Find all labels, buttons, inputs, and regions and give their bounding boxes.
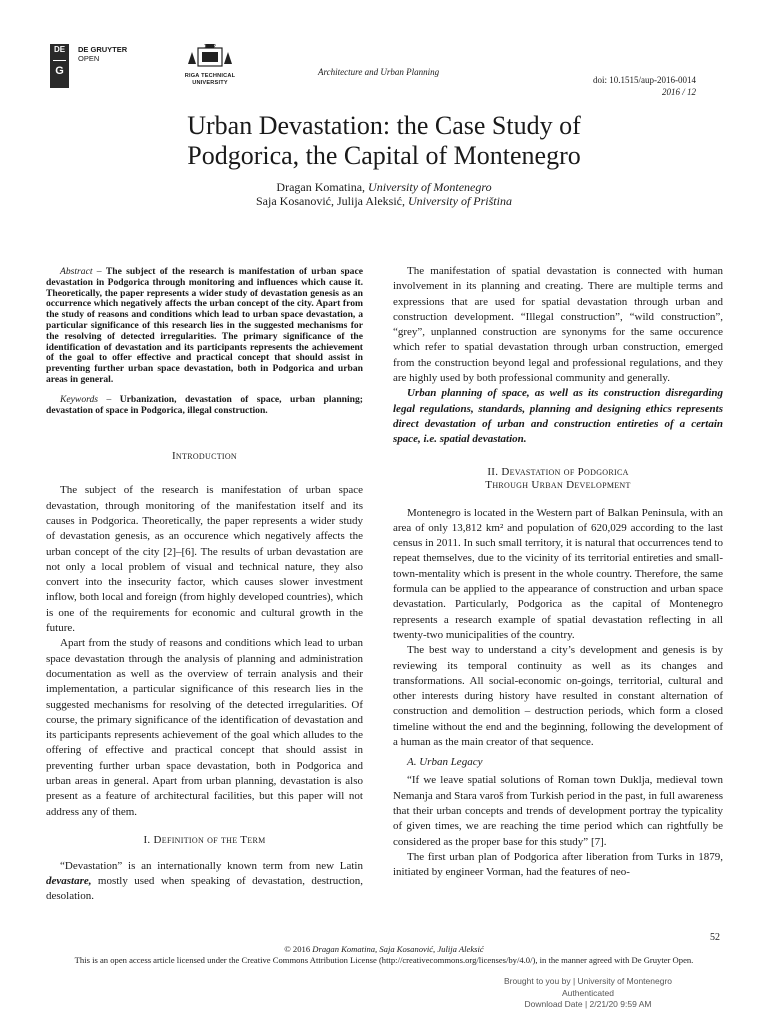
authors <box>0 180 768 208</box>
left-column <box>46 267 363 905</box>
abstract-text: The subject of the research is manifestation of urban space devastation in Podgorica through monitoring and influences which cause it. Theoretically, the paper represents a wider study of devastation genesis as an occurrence which negatively affects the urban concept of the city. Apart from the study of reasons and conditions which lead to urban space devastation, a particular significance of this research lies in the suggested mechanisms for the resolving of detected irregularities. The primary significance of the identification of devastation and its participants represents the achievement of the goal to offer effective and practical concept that should assist in preventing further urban space devastation, both in Podgorica and urban areas in general. <box>46 266 363 385</box>
author-line-1 <box>0 180 768 194</box>
right-column <box>393 264 723 880</box>
section-2-line-1: II. Devastation of Podgorica <box>487 465 629 478</box>
author-affil-2: University of Priština <box>407 194 512 208</box>
abstract-label: Abstract <box>60 266 93 277</box>
s1-pre: “Devastation” is an internationally known term from new Latin <box>60 859 363 872</box>
issue: 2016 / 12 <box>661 87 696 97</box>
license-text: This is an open access article licensed under the Creative Commons Attribution License (http://creativecommons.org/licenses/by/4.0/), in the manner agreed with De Gruyter Open. <box>74 955 694 965</box>
paper-title <box>0 111 768 171</box>
keywords-label: Keywords <box>60 393 99 405</box>
author-names-1: Dragan Komatina, <box>276 180 369 194</box>
download-stamp <box>504 976 672 1011</box>
right-paragraph-3: Montenegro is located in the Western part of Balkan Peninsula, with an area of only 13,812 km² and population of 620,029 according to the last census in 2011. In such small territory, it is natural that occurrences tend to repeat themselves, due to the vicinity of its territorial entireties and small-town-mentality which is present in the whole country. Therefore, the same formula can be applied to the appearance of construction and urban space devastation. Particularly, Podgorica as the capital of Montenegro represents a research example of spatial devastation reflecting in all twenty-two municipalities of the country. <box>393 506 723 641</box>
rtu-line2: UNIVERSITY <box>192 79 228 86</box>
logo-divider <box>53 60 66 61</box>
keywords <box>46 395 363 417</box>
copyright-names: Dragan Komatina, Saja Kosanović, Julija Aleksić <box>312 944 484 954</box>
keywords-dash: – <box>98 393 120 405</box>
right-paragraph-2: Urban planning of space, as well as its construction disregarding legal regulations, standards, planning and designing ethics represents direct devastation of urban and construction entireties of a certain space, i.e. spatial devastation. <box>393 387 723 446</box>
author-affil-1: University of Montenegro <box>368 180 492 194</box>
copyright <box>40 944 728 955</box>
logo-g: G <box>55 65 64 77</box>
publisher-title: DE GRUYTER <box>78 45 128 54</box>
de-gruyter-logo <box>50 44 69 88</box>
rtu-line1: RIGA TECHNICAL <box>184 73 236 79</box>
rtu-year: 1862 <box>204 44 216 50</box>
rtu-logo <box>165 44 255 86</box>
right-paragraph-6: The first urban plan of Podgorica after liberation from Turks in 1879, initiated by engineer Vorman, had the features of neo- <box>393 850 723 879</box>
title-line-2: Podgorica, the Capital of Montenegro <box>187 141 581 170</box>
publisher-sub: OPEN <box>78 54 100 63</box>
keywords-text: Urbanization, devastation of space, urban planning; devastation of space in Podgorica, illegal construction. <box>46 393 363 416</box>
right-paragraph-4: The best way to understand a city’s development and genesis is by reviewing its temporal continuity as well as its changes and transformations. All social-economic on-goings, territorial, cultural and other interests during history have resulted in constant alternation of construction and demolition – destruction periods, which form a closed timeline without the end and the beginning, following the development of a human as the main creator of that sequence. <box>393 644 723 749</box>
right-paragraph-5: “If we leave spatial solutions of Roman town Duklja, medieval town Nemanja and Stara varoš from Turkish period in the past, in full awareness that their urban concepts and trends of development portray the typicality of given times, we are reaching the time period which can rightfully be considered as the proper base for this study” [7]. <box>393 774 723 848</box>
subsection-heading: A. Urban Legacy <box>407 756 483 769</box>
intro-paragraph-1: The subject of the research is manifestation of urban space devastation, through monitoring of the manifestation itself and its causes in Podgorica. Theoretically, the paper represents a wider study of devastation genesis, as an occurence which negatively affects the urban concept of the city [2]–[6]. The results of urban devastation are not only a local problem of visual and technical nature, they also convert into the insecurity factor, which causes slower investment inflow, both local and foreign (from highly developed countries), which is one of the requirements for economic and cultural growth in the future. <box>46 484 363 635</box>
journal-name: Architecture and Urban Planning <box>318 67 440 77</box>
section-2-heading <box>393 466 723 492</box>
abstract-dash: – <box>92 266 106 277</box>
copyright-pre: © 2016 <box>284 944 313 954</box>
section-1-heading: I. Definition of the Term <box>143 833 266 846</box>
author-line-2 <box>0 194 768 208</box>
doi-block <box>593 74 696 98</box>
right-paragraph-1: The manifestation of spatial devastation is connected with human involvement in its planning and creating. There are multiple terms and expressions that are used for spatial devastation through urban and construction development. “Illegal construction”, “wild construction”, “grey”, unplanned construction are synonyms for the same occurence which refer to spatial devastation through urban construction, emerged from the construction beyond legal and professional regulations, and they are highly used by both professional community and generally. <box>393 265 723 385</box>
doi: doi: 10.1515/aup-2016-0014 <box>593 75 696 85</box>
brought-to-you: Brought to you by | University of Montenegro <box>503 976 672 986</box>
download-date: Download Date | 2/21/20 9:59 AM <box>524 999 652 1009</box>
intro-heading: Introduction <box>171 450 238 463</box>
s1-term: devastare, <box>46 875 92 888</box>
author-names-2: Saja Kosanović, Julija Aleksić, <box>256 194 408 208</box>
title-line-1: Urban Devastation: the Case Study of <box>187 111 581 140</box>
publisher-name <box>78 45 127 63</box>
s1-post: mostly used when speaking of devastation, destruction, desolation. <box>46 875 363 903</box>
abstract <box>46 267 363 386</box>
section-2-line-2: Through Urban Development <box>485 478 631 491</box>
page-number: 52 <box>710 932 720 943</box>
authenticated: Authenticated <box>561 987 614 998</box>
intro-paragraph-2: Apart from the study of reasons and conditions which lead to urban space devastation through the analysis of planning and administration documentation as well as the overview of terrain analysis and their implementation, a particular significance of this research lies in the suggested mechanisms for resolving of the detected irregularities. Of course, the primary significance of the identification of devastation and its participants represents achievement of the goal which alludes to the offering of effective and practical concept that should assist in preventing further urban space devastation, both in Podgorica and urban areas in general. Apart from urban planning, devastation is also present as a feature of architectural facilities, but this paper will not address any of them. <box>46 637 363 818</box>
section-1-paragraph <box>46 859 363 905</box>
logo-de: DE <box>53 45 66 54</box>
footer <box>40 944 728 966</box>
